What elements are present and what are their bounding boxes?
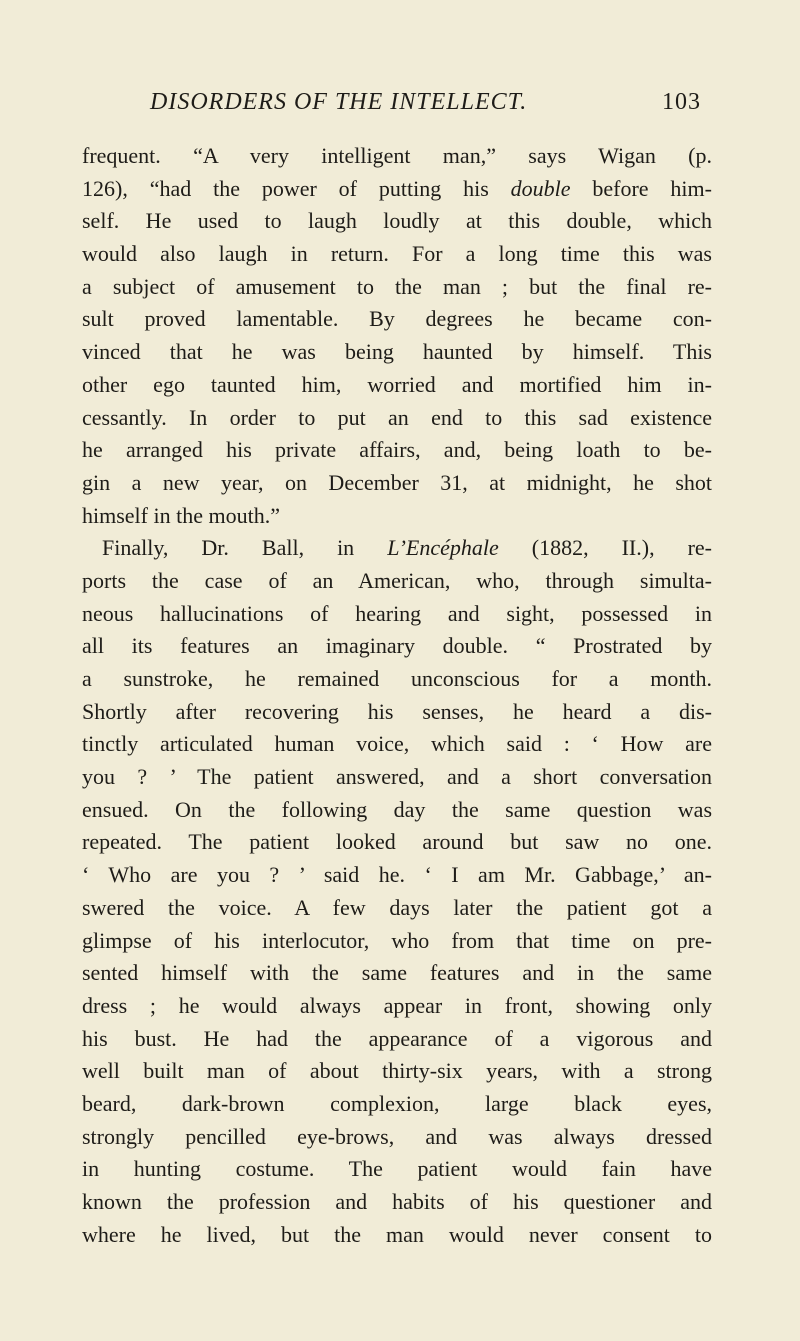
text-line — [82, 696, 712, 729]
text-segment: himself in the mouth.” — [82, 502, 280, 528]
text-segment: dress ; he would always appear in front, showing only — [82, 992, 712, 1018]
text-segment: all its features an imaginary double. “ Prostrated by — [82, 633, 712, 659]
running-title: DISORDERS OF THE INTELLECT. — [150, 89, 528, 115]
text-line — [82, 500, 712, 533]
text-line — [82, 598, 712, 631]
text-segment: other ego taunted him, worried and mortified him in- — [82, 371, 712, 397]
text-line — [82, 434, 712, 467]
text-line — [82, 369, 712, 402]
text-segment: self. He used to laugh loudly at this double, which — [82, 208, 712, 234]
text-segment: sult proved lamentable. By degrees he became con- — [82, 306, 712, 332]
text-segment: cessantly. In order to put an end to this sad existence — [82, 404, 712, 430]
text-segment: tinctly articulated human voice, which said : ‘ How are — [82, 731, 712, 757]
text-line — [82, 205, 712, 238]
text-line — [82, 1219, 712, 1252]
text-line — [82, 630, 712, 663]
text-segment: strongly pencilled eye-brows, and was always dressed — [82, 1123, 712, 1149]
text-segment: ensued. On the following day the same question was — [82, 796, 712, 822]
text-line — [82, 336, 712, 369]
text-segment: a subject of amusement to the man ; but the final re- — [82, 273, 712, 299]
running-head — [150, 84, 710, 120]
text-line — [82, 1088, 712, 1121]
text-line — [82, 826, 712, 859]
text-line — [82, 761, 712, 794]
text-line — [82, 859, 712, 892]
text-segment: sented himself with the same features and in the same — [82, 960, 712, 986]
italic-title: double — [510, 175, 571, 201]
text-segment: Finally, Dr. Ball, in — [102, 535, 388, 561]
text-line — [82, 1186, 712, 1219]
text-line — [82, 1023, 712, 1056]
text-line — [82, 1153, 712, 1186]
text-segment: swered the voice. A few days later the patient got a — [82, 894, 712, 920]
text-segment: 126), “had the power of putting his — [82, 175, 511, 201]
text-segment: vinced that he was being haunted by himself. This — [82, 339, 712, 365]
text-segment: Shortly after recovering his senses, he heard a dis- — [82, 698, 712, 724]
text-line — [82, 402, 712, 435]
text-line — [82, 957, 712, 990]
text-line — [82, 892, 712, 925]
text-segment: (1882, II.), re- — [498, 535, 712, 561]
text-line — [82, 532, 712, 565]
text-segment: frequent. “A very intelligent man,” says Wigan (p. — [82, 143, 712, 168]
text-segment: before him- — [570, 175, 712, 201]
text-line — [82, 173, 712, 206]
page-number: 103 — [662, 89, 701, 115]
text-line — [82, 1055, 712, 1088]
italic-title: L’Encéphale — [387, 535, 499, 561]
text-segment: he arranged his private affairs, and, being loath to be- — [82, 437, 712, 463]
text-segment: ‘ Who are you ? ’ said he. ‘ I am Mr. Gabbage,’ an- — [82, 862, 712, 888]
text-segment: well built man of about thirty-six years, with a strong — [82, 1058, 712, 1084]
text-line — [82, 794, 712, 827]
text-segment: where he lived, but the man would never consent to — [82, 1221, 712, 1247]
text-line — [82, 925, 712, 958]
text-segment: would also laugh in return. For a long time this was — [82, 241, 712, 267]
text-segment: beard, dark-brown complexion, large black eyes, — [82, 1090, 712, 1116]
text-segment: glimpse of his interlocutor, who from that time on pre- — [82, 927, 712, 953]
text-line — [82, 271, 712, 304]
text-segment: known the profession and habits of his questioner and — [82, 1189, 712, 1214]
text-line — [82, 238, 712, 271]
text-line — [82, 303, 712, 336]
text-segment: ports the case of an American, who, through simulta- — [82, 567, 712, 593]
text-line — [82, 140, 712, 173]
text-line — [82, 663, 712, 696]
text-line — [82, 728, 712, 761]
text-segment: repeated. The patient looked around but saw no one. — [82, 829, 712, 855]
text-segment: gin a new year, on December 31, at midnight, he shot — [82, 469, 712, 495]
text-segment: a sunstroke, he remained unconscious for a month. — [82, 666, 712, 691]
text-segment: you ? ’ The patient answered, and a short conversation — [82, 764, 712, 790]
text-segment: his bust. He had the appearance of a vigorous and — [82, 1025, 712, 1051]
text-line — [82, 467, 712, 500]
text-segment: neous hallucinations of hearing and sight, possessed in — [82, 600, 712, 626]
text-line — [82, 565, 712, 598]
body-text — [82, 140, 712, 1251]
text-segment: in hunting costume. The patient would fain have — [82, 1156, 712, 1182]
text-line — [82, 1121, 712, 1154]
text-line — [82, 990, 712, 1023]
